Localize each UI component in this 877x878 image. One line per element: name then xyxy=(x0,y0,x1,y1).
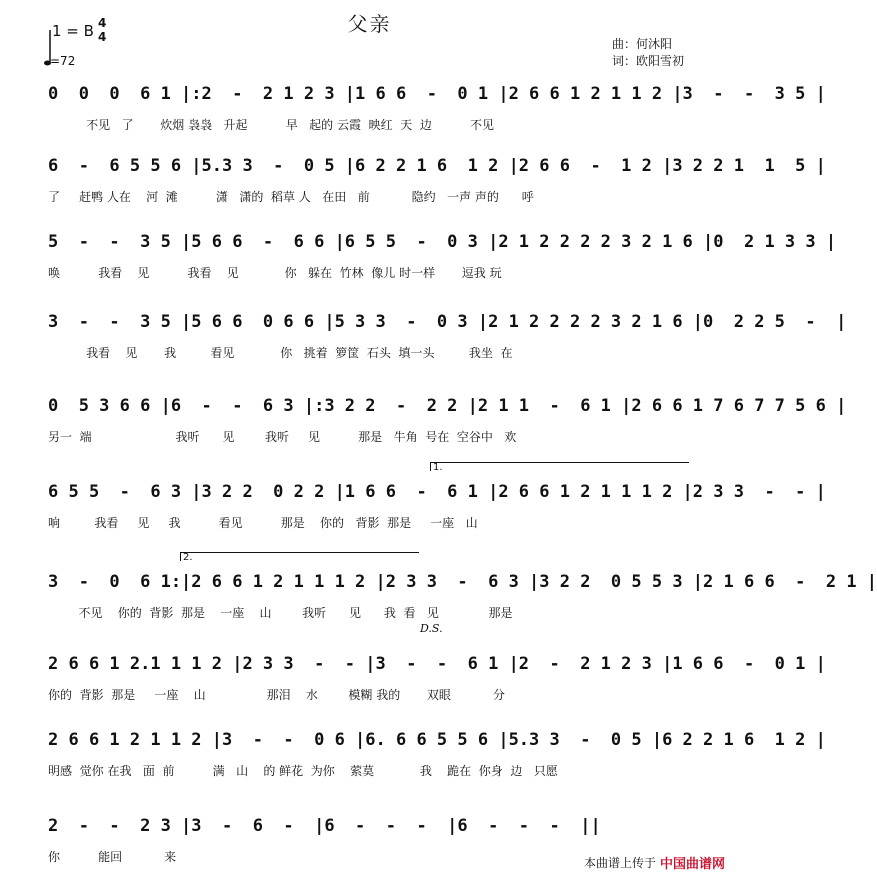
volta-2-bracket: 2. xyxy=(180,552,419,561)
lyrics-line: 另一 端 我听 见 我听 见 那是 牛角 号在 空谷中 欢 xyxy=(48,430,517,444)
page-title: 父亲 xyxy=(347,12,392,36)
notes-line: 3 - - 3 5 |5 6 6 0 6 6 |5 3 3 - 0 3 |2 1 2 2 2 2 3 2 1 6 |0 2 2 5 - | xyxy=(48,312,847,332)
score-row-10 xyxy=(48,816,698,850)
lyricist-credit: 词：欧阳雪初 xyxy=(612,54,685,68)
score-row-4 xyxy=(48,312,847,346)
volta-1-bracket: 1. xyxy=(430,462,689,471)
lyrics-line: 了 赶鸭 人在 河 滩 潇 潇的 稻草 人 在田 前 隐约 一声 声的 呼 xyxy=(48,190,534,204)
lyrics-line: 唤 我看 见 我看 见 你 躲在 竹林 像儿 时一样 逗我 玩 xyxy=(48,266,502,280)
notes-line: 2 6 6 1 2.1 1 1 2 |2 3 3 - - |3 - - 6 1 |2 - 2 1 2 3 |1 6 6 - 0 1 | xyxy=(48,654,826,674)
score-row-5 xyxy=(48,396,847,430)
score-row-2 xyxy=(48,156,826,190)
key-signature: 1 = B xyxy=(52,22,94,40)
upload-text: 本曲谱上传于 xyxy=(583,856,656,870)
lyrics-line: 不见 了 炊烟 袅袅 升起 早 起的 云霞 映红 天 边 不见 xyxy=(48,118,494,132)
notes-line: 0 0 0 6 1 |:2 - 2 1 2 3 |1 6 6 - 0 1 |2 6 6 1 2 1 1 2 |3 - - 3 5 | xyxy=(48,84,826,104)
meter-top: 4 xyxy=(98,16,107,30)
lyrics-line: 不见 你的 背影 那是 一座 山 我听 见 我 看 见 那是 xyxy=(48,606,513,620)
site-name: 中国曲谱网 xyxy=(659,857,725,872)
score-row-8 xyxy=(48,654,826,688)
lyrics-line: 响 我看 见 我 看见 那是 你的 背影 那是 一座 山 xyxy=(48,516,478,530)
notes-line: 0 5 3 6 6 |6 - - 6 3 |:3 2 2 - 2 2 |2 1 1 - 6 1 |2 6 6 1 7 6 7 7 5 6 | xyxy=(48,396,847,416)
score-row-7 xyxy=(48,572,877,606)
site-logo[interactable] xyxy=(660,853,725,872)
score-row-1 xyxy=(48,84,826,118)
lyrics-line: 明感 觉你 在我 面 前 满 山 的 鲜花 为你 萦莫 我 跪在 你身 边 只愿 xyxy=(48,764,558,778)
tempo-marking: =72 xyxy=(50,54,76,68)
score-row-6 xyxy=(48,482,826,516)
notes-line: 3 - 0 6 1:|2 6 6 1 2 1 1 1 2 |2 3 3 - 6 3 |3 2 2 0 5 5 3 |2 1 6 6 - 2 1 | xyxy=(48,572,877,592)
notes-line: 2 6 6 1 2 1 1 2 |3 - - 0 6 |6. 6 6 5 5 6 |5.3 3 - 0 5 |6 2 2 1 6 1 2 | xyxy=(48,730,826,750)
upload-footer xyxy=(584,853,725,872)
notes-line: 6 - 6 5 5 6 |5.3 3 - 0 5 |6 2 2 1 6 1 2 |2 6 6 - 1 2 |3 2 2 1 1 5 | xyxy=(48,156,826,176)
score-row-9 xyxy=(48,730,826,764)
dal-segno-mark: D.S. xyxy=(420,622,443,635)
notes-line: 5 - - 3 5 |5 6 6 - 6 6 |6 5 5 - 0 3 |2 1 2 2 2 2 3 2 1 6 |0 2 1 3 3 | xyxy=(48,232,837,252)
notes-line: 6 5 5 - 6 3 |3 2 2 0 2 2 |1 6 6 - 6 1 |2 6 6 1 2 1 1 1 2 |2 3 3 - - | xyxy=(48,482,826,502)
time-signature xyxy=(98,16,106,44)
lyrics-line: 我看 见 我 看见 你 挑着 箩筐 石头 填一头 我坐 在 xyxy=(48,346,513,360)
credits xyxy=(612,36,684,70)
lyrics-line: 你的 背影 那是 一座 山 那泪 水 模糊 我的 双眼 分 xyxy=(48,688,505,702)
lyrics-line: 你 能回 来 xyxy=(48,850,177,864)
notes-line: 2 - - 2 3 |3 - 6 - |6 - - - |6 - - - || xyxy=(48,816,601,836)
score-row-3 xyxy=(48,232,837,266)
composer-credit: 曲：何沐阳 xyxy=(612,37,673,51)
meter-bottom: 4 xyxy=(98,30,107,44)
